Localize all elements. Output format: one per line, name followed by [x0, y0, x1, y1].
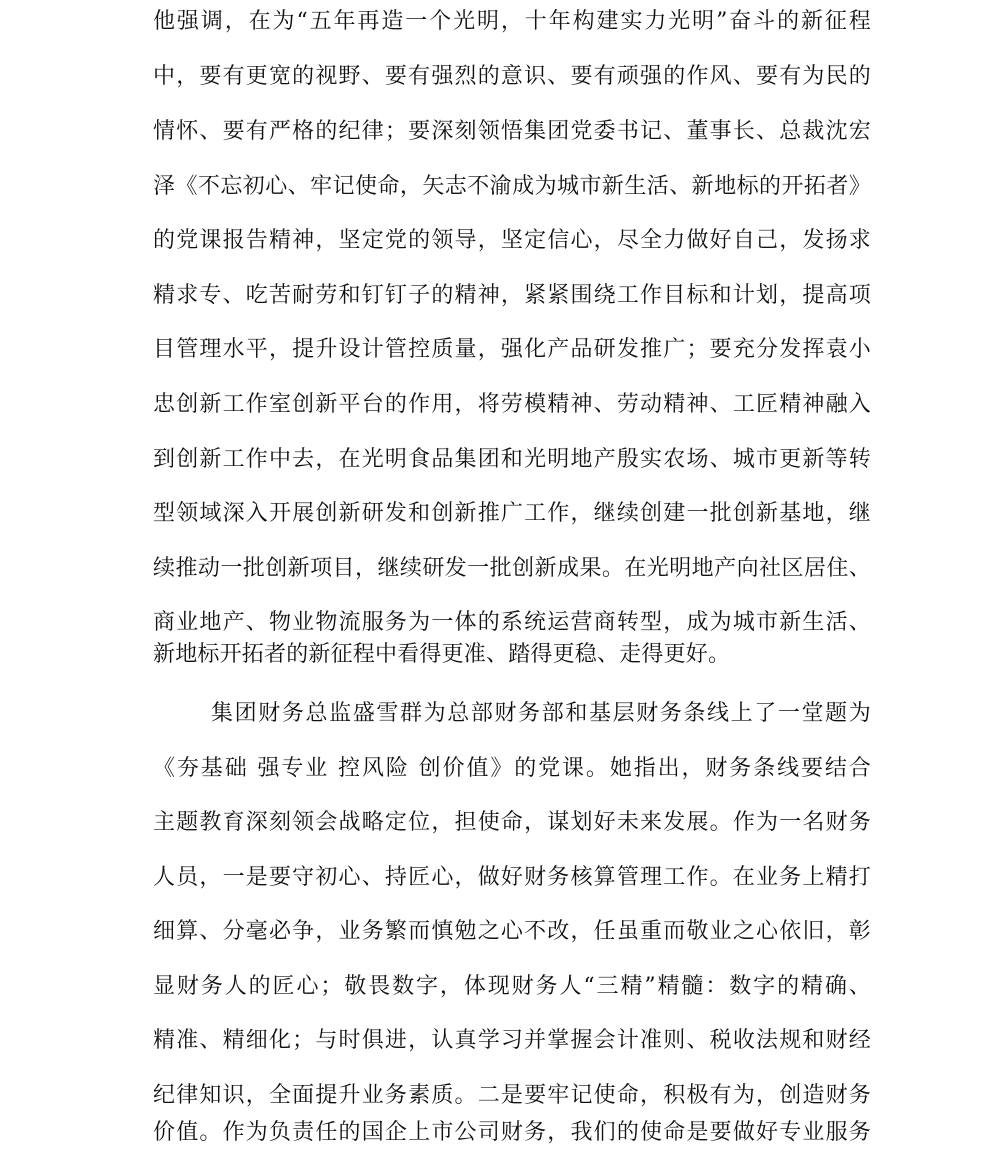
paragraph-2-line-6: 显财务人的匠心；敬畏数字，体现财务人“三精”精髓：数字的精确、: [153, 974, 871, 999]
paragraph-2-line-7: 精准、精细化；与时俱进，认真学习并掌握会计准则、税收法规和财经: [153, 1028, 871, 1053]
paragraph-1-line-2: 中，要有更宽的视野、要有强烈的意识、要有顽强的作风、要有为民的: [153, 64, 871, 89]
paragraph-1-line-9: 到创新工作中去，在光明食品集团和光明地产殷实农场、城市更新等转: [153, 447, 871, 472]
paragraph-2-line-9: 价值。作为负责任的国企上市公司财务，我们的使命是要做好专业服务: [153, 1120, 871, 1145]
paragraph-1-line-10: 型领域深入开展创新研发和创新推广工作，继续创建一批创新基地，继: [153, 501, 871, 526]
paragraph-2-line-4: 人员，一是要守初心、持匠心，做好财务核算管理工作。在业务上精打: [153, 865, 871, 890]
paragraph-1-line-6: 精求专、吃苦耐劳和钉钉子的精神，紧紧围绕工作目标和计划，提高项: [153, 283, 871, 308]
paragraph-1-line-13: 新地标开拓者的新征程中看得更准、踏得更稳、走得更好。: [153, 642, 731, 667]
paragraph-1-line-4: 泽《不忘初心、牢记使命，矢志不渝成为城市新生活、新地标的开拓者》: [153, 174, 871, 199]
paragraph-2-line-2: 《夯基础 强专业 控风险 创价值》的党课。她指出，财务条线要结合: [153, 756, 871, 781]
paragraph-1-line-1: 他强调，在为“五年再造一个光明，十年构建实力光明”奋斗的新征程: [153, 9, 871, 34]
paragraph-1-line-8: 忠创新工作室创新平台的作用，将劳模精神、劳动精神、工匠精神融入: [153, 392, 871, 417]
paragraph-2-line-3: 主题教育深刻领会战略定位，担使命，谋划好未来发展。作为一名财务: [153, 810, 871, 835]
paragraph-2-line-1: 集团财务总监盛雪群为总部财务部和基层财务条线上了一堂题为: [211, 701, 871, 726]
paragraph-1-line-5: 的党课报告精神，坚定党的领导，坚定信心，尽全力做好自己，发扬求: [153, 228, 871, 253]
paragraph-1-line-12: 商业地产、物业物流服务为一体的系统运营商转型，成为城市新生活、: [153, 610, 871, 635]
paragraph-1-line-3: 情怀、要有严格的纪律；要深刻领悟集团党委书记、董事长、总裁沈宏: [153, 119, 871, 144]
paragraph-2-line-8: 纪律知识，全面提升业务素质。二是要牢记使命，积极有为，创造财务: [153, 1083, 871, 1108]
paragraph-1-line-11: 续推动一批创新项目，继续研发一批创新成果。在光明地产向社区居住、: [153, 556, 871, 581]
paragraph-1-line-7: 目管理水平，提升设计管控质量，强化产品研发推广；要充分发挥袁小: [153, 337, 871, 362]
paragraph-2-line-5: 细算、分毫必争，业务繁而慎勉之心不改，任虽重而敬业之心依旧，彰: [153, 919, 871, 944]
